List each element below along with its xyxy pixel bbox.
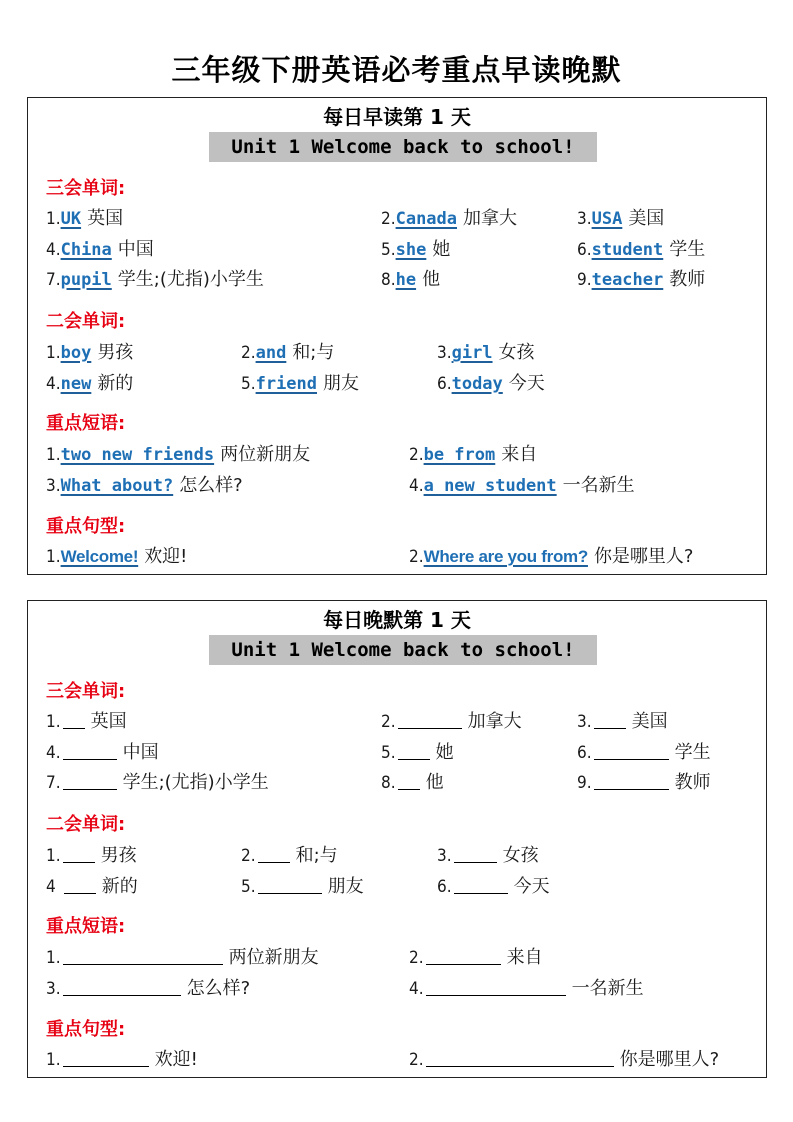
answer-blank[interactable] [63,978,181,996]
item-number: 1. [46,445,61,465]
evening-dictation-card [27,600,767,1078]
english-phrase-link[interactable]: two new friends [60,445,215,465]
item-number: 1. [46,846,61,866]
dictation-item [577,741,711,765]
phrase-item [46,474,243,498]
answer-blank[interactable] [63,711,85,729]
answer-blank[interactable] [63,772,117,790]
item-number: 1. [46,209,61,229]
vocab-item [381,268,440,292]
chinese-meaning: 新的 [101,876,138,897]
chinese-meaning: 一名新生 [562,475,635,496]
english-phrase-link[interactable]: a new student [423,476,557,496]
chinese-meaning: 学生;(尤指)小学生 [117,269,264,290]
english-word-link[interactable]: pupil [60,270,112,290]
chinese-meaning: 今天 [508,373,545,394]
answer-blank[interactable] [63,742,117,760]
phrase-item [409,443,537,467]
dictation-item [409,1048,719,1072]
english-word-link[interactable]: friend [255,374,318,394]
item-number: 1. [46,712,61,732]
dictation-item [241,875,364,899]
chinese-meaning: 学生;(尤指)小学生 [122,772,269,793]
item-number: 9. [577,773,592,793]
chinese-meaning: 女孩 [498,342,535,363]
english-sentence-link[interactable]: Welcome! [60,547,139,566]
phrase-item [409,474,635,498]
dictation-item [409,946,543,970]
morning-three-skill-heading: 三会单词: [46,178,126,199]
chinese-meaning: 她 [432,239,451,260]
english-word-link[interactable]: new [60,374,92,394]
dictation-item [577,710,668,734]
item-number: 3. [46,476,61,496]
item-number: 2. [409,948,424,968]
item-number: 3. [577,712,592,732]
vocab-item [241,341,334,365]
english-word-link[interactable]: boy [60,343,92,363]
evening-card-title: 每日晚默第 1 天 [323,608,471,632]
vocab-item [437,341,535,365]
item-number: 4. [409,476,424,496]
chinese-meaning: 教师 [669,269,706,290]
answer-blank[interactable] [64,876,96,894]
sentence-item [46,545,187,569]
item-number: 2. [381,712,396,732]
item-number: 7. [46,270,61,290]
item-number: 1. [46,1050,61,1070]
vocab-item [577,238,705,262]
item-number: 3. [437,846,452,866]
vocab-item [46,238,154,262]
dictation-item [46,1048,198,1072]
english-word-link[interactable]: teacher [591,270,664,290]
item-number: 8. [381,270,396,290]
chinese-meaning: 他 [422,269,441,290]
phrase-item [46,443,310,467]
chinese-meaning: 欢迎! [144,546,188,567]
morning-phrases-heading: 重点短语: [46,413,126,434]
item-number: 4 [46,877,56,897]
dictation-item [381,771,444,795]
chinese-meaning: 一名新生 [571,978,644,999]
dictation-item [437,844,539,868]
dictation-item [241,844,338,868]
chinese-meaning: 加拿大 [467,711,522,732]
answer-blank[interactable] [594,772,669,790]
vocab-item [577,268,705,292]
chinese-meaning: 和;与 [292,342,335,363]
english-word-link[interactable]: student [591,240,664,260]
chinese-meaning: 加拿大 [463,208,518,229]
vocab-item [46,341,133,365]
vocab-item [46,207,123,231]
morning-card-title: 每日早读第 1 天 [323,105,471,129]
item-number: 5. [241,374,256,394]
chinese-meaning: 男孩 [97,342,134,363]
chinese-meaning: 你是哪里人? [593,546,694,567]
item-number: 6. [437,374,452,394]
evening-two-skill-heading: 二会单词: [46,814,126,835]
evening-sentences-heading: 重点句型: [46,1019,126,1040]
item-number: 4. [46,374,61,394]
chinese-meaning: 新的 [97,373,134,394]
english-word-link[interactable]: UK [60,209,82,229]
chinese-meaning: 你是哪里人? [619,1049,720,1070]
item-number: 2. [409,445,424,465]
answer-blank[interactable] [454,845,497,863]
dictation-item [46,844,137,868]
vocab-item [241,372,359,396]
chinese-meaning: 欢迎! [154,1049,198,1070]
item-number: 2. [381,209,396,229]
answer-blank[interactable] [398,772,420,790]
answer-blank[interactable] [426,978,566,996]
english-word-link[interactable]: he [395,270,417,290]
answer-blank[interactable] [63,947,223,965]
evening-unit-banner: Unit 1 Welcome back to school! [209,635,597,665]
chinese-meaning: 她 [435,742,454,763]
chinese-meaning: 中国 [117,239,154,260]
dictation-item [46,710,127,734]
answer-blank[interactable] [594,711,626,729]
dictation-item [46,946,319,970]
morning-two-skill-heading: 二会单词: [46,311,126,332]
dictation-item [437,875,550,899]
item-number: 7. [46,773,61,793]
item-number: 6. [577,240,592,260]
item-number: 5. [381,240,396,260]
chinese-meaning: 两位新朋友 [220,444,311,465]
answer-blank[interactable] [258,876,322,894]
english-sentence-link[interactable]: Where are you from? [423,547,588,566]
answer-blank[interactable] [426,1049,614,1067]
item-number: 1. [46,547,61,567]
chinese-meaning: 朋友 [327,876,364,897]
chinese-meaning: 他 [425,772,444,793]
morning-sentences-heading: 重点句型: [46,516,126,537]
item-number: 2. [241,846,256,866]
answer-blank[interactable] [63,1049,149,1067]
item-number: 2. [409,547,424,567]
english-word-link[interactable]: girl [451,343,493,363]
chinese-meaning: 今天 [513,876,550,897]
item-number: 2. [241,343,256,363]
item-number: 3. [577,209,592,229]
dictation-item [46,875,138,899]
chinese-meaning: 美国 [631,711,668,732]
chinese-meaning: 学生 [669,239,706,260]
vocab-item [46,372,133,396]
chinese-meaning: 学生 [674,742,711,763]
item-number: 4. [409,979,424,999]
evening-phrases-heading: 重点短语: [46,916,126,937]
chinese-meaning: 女孩 [502,845,539,866]
chinese-meaning: 美国 [628,208,665,229]
item-number: 2. [409,1050,424,1070]
english-word-link[interactable]: Canada [395,209,458,229]
english-phrase-link[interactable]: What about? [60,476,174,496]
answer-blank[interactable] [63,845,95,863]
chinese-meaning: 来自 [501,444,538,465]
chinese-meaning: 来自 [506,947,543,968]
chinese-meaning: 怎么样? [186,978,251,999]
english-word-link[interactable]: she [395,240,427,260]
dictation-item [46,741,159,765]
item-number: 4. [46,240,61,260]
dictation-item [577,771,711,795]
item-number: 4. [46,743,61,763]
item-number: 1. [46,948,61,968]
chinese-meaning: 朋友 [323,373,360,394]
vocab-item [46,268,264,292]
item-number: 5. [241,877,256,897]
vocab-item [381,238,450,262]
chinese-meaning: 怎么样? [179,475,243,496]
dictation-item [381,741,454,765]
dictation-item [46,977,250,1001]
vocab-item [577,207,664,231]
vocab-item [437,372,545,396]
dictation-item [46,771,269,795]
answer-blank[interactable] [258,845,290,863]
evening-three-skill-heading: 三会单词: [46,681,126,702]
answer-blank[interactable] [454,876,508,894]
dictation-item [409,977,644,1001]
english-word-link[interactable]: today [451,374,503,394]
english-word-link[interactable]: China [60,240,112,260]
dictation-item [381,710,522,734]
item-number: 5. [381,743,396,763]
item-number: 3. [46,979,61,999]
vocab-item [381,207,517,231]
english-phrase-link[interactable]: be from [423,445,496,465]
page-title: 三年级下册英语必考重点早读晚默 [171,53,622,87]
morning-reading-card [27,97,767,575]
chinese-meaning: 英国 [87,208,124,229]
item-number: 6. [577,743,592,763]
chinese-meaning: 两位新朋友 [228,947,319,968]
item-number: 8. [381,773,396,793]
chinese-meaning: 英国 [90,711,127,732]
answer-blank[interactable] [398,711,462,729]
english-word-link[interactable]: USA [591,209,623,229]
english-word-link[interactable]: and [255,343,287,363]
chinese-meaning: 中国 [122,742,159,763]
chinese-meaning: 男孩 [100,845,137,866]
sentence-item [409,545,694,569]
item-number: 9. [577,270,592,290]
answer-blank[interactable] [426,947,501,965]
morning-unit-banner: Unit 1 Welcome back to school! [209,132,597,162]
item-number: 3. [437,343,452,363]
chinese-meaning: 和;与 [295,845,338,866]
chinese-meaning: 教师 [674,772,711,793]
answer-blank[interactable] [398,742,430,760]
item-number: 6. [437,877,452,897]
answer-blank[interactable] [594,742,669,760]
item-number: 1. [46,343,61,363]
